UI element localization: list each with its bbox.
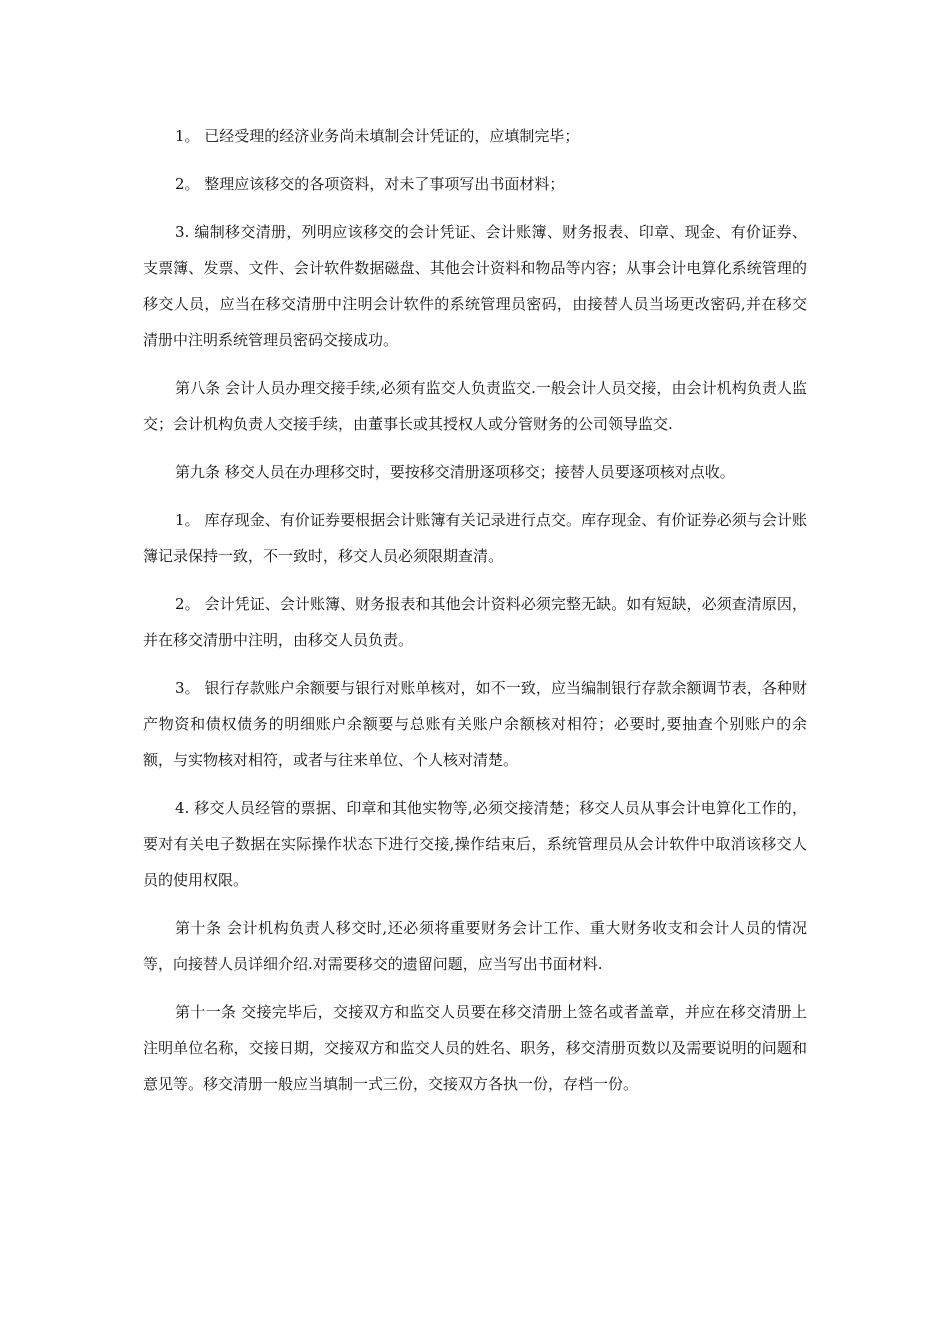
paragraph-article-9-item-3: 3。 银行存款账户余额要与银行对账单核对，如不一致，应当编制银行存款余额调节表，各种财产物资和债权债务的明细账户余额要与总账有关账户余额核对相符；必要时,要抽查个别账户的余额，与实物核对相符，或者与往来单位、个人核对清楚。	[143, 679, 807, 769]
paragraph-item-3: 3. 编制移交清册，列明应该移交的会计凭证、会计账簿、财务报表、印章、现金、有价证券、支票簿、发票、文件、会计软件数据磁盘、其他会计资料和物品等内容；从事会计电算化系统管理的移交人员，应当在移交清册中注明会计软件的系统管理员密码，由接替人员当场更改密码,并在移交清册中注明系统管理员密码交接成功。	[143, 223, 807, 349]
paragraph-article-9-item-2: 2。 会计凭证、会计账簿、财务报表和其他会计资料必须完整无缺。如有短缺，必须查清原因，并在移交清册中注明，由移交人员负责。	[143, 595, 807, 649]
paragraph-article-11: 第十一条 交接完毕后，交接双方和监交人员要在移交清册上签名或者盖章，并应在移交清册上注明单位名称，交接日期，交接双方和监交人员的姓名、职务，移交清册页数以及需要说明的问题和意见等。移交清册一般应当填制一式三份，交接双方各执一份，存档一份。	[143, 1003, 807, 1093]
paragraph-article-9-item-1: 1。 库存现金、有价证券要根据会计账簿有关记录进行点交。库存现金、有价证券必须与会计账簿记录保持一致，不一致时，移交人员必须限期查清。	[143, 511, 807, 565]
paragraph-article-9-item-4: 4. 移交人员经管的票据、印章和其他实物等,必须交接清楚；移交人员从事会计电算化工作的，要对有关电子数据在实际操作状态下进行交接,操作结束后，系统管理员从会计软件中取消该移交人员的使用权限。	[143, 799, 807, 889]
paragraph-article-10: 第十条 会计机构负责人移交时,还必须将重要财务会计工作、重大财务收支和会计人员的情况等，向接替人员详细介绍.对需要移交的遗留问题，应当写出书面材料.	[143, 919, 807, 973]
paragraph-article-8: 第八条 会计人员办理交接手续,必须有监交人负责监交.一般会计人员交接，由会计机构负责人监交；会计机构负责人交接手续，由董事长或其授权人或分管财务的公司领导监交.	[143, 379, 807, 433]
document-body	[143, 118, 807, 1114]
paragraph-item-2: 2。 整理应该移交的各项资料，对未了事项写出书面材料；	[175, 175, 565, 193]
paragraph-article-9: 第九条 移交人员在办理移交时，要按移交清册逐项移交；接替人员要逐项核对点收。	[175, 463, 735, 481]
paragraph-item-1: 1。 已经受理的经济业务尚未填制会计凭证的，应填制完毕；	[175, 127, 580, 145]
